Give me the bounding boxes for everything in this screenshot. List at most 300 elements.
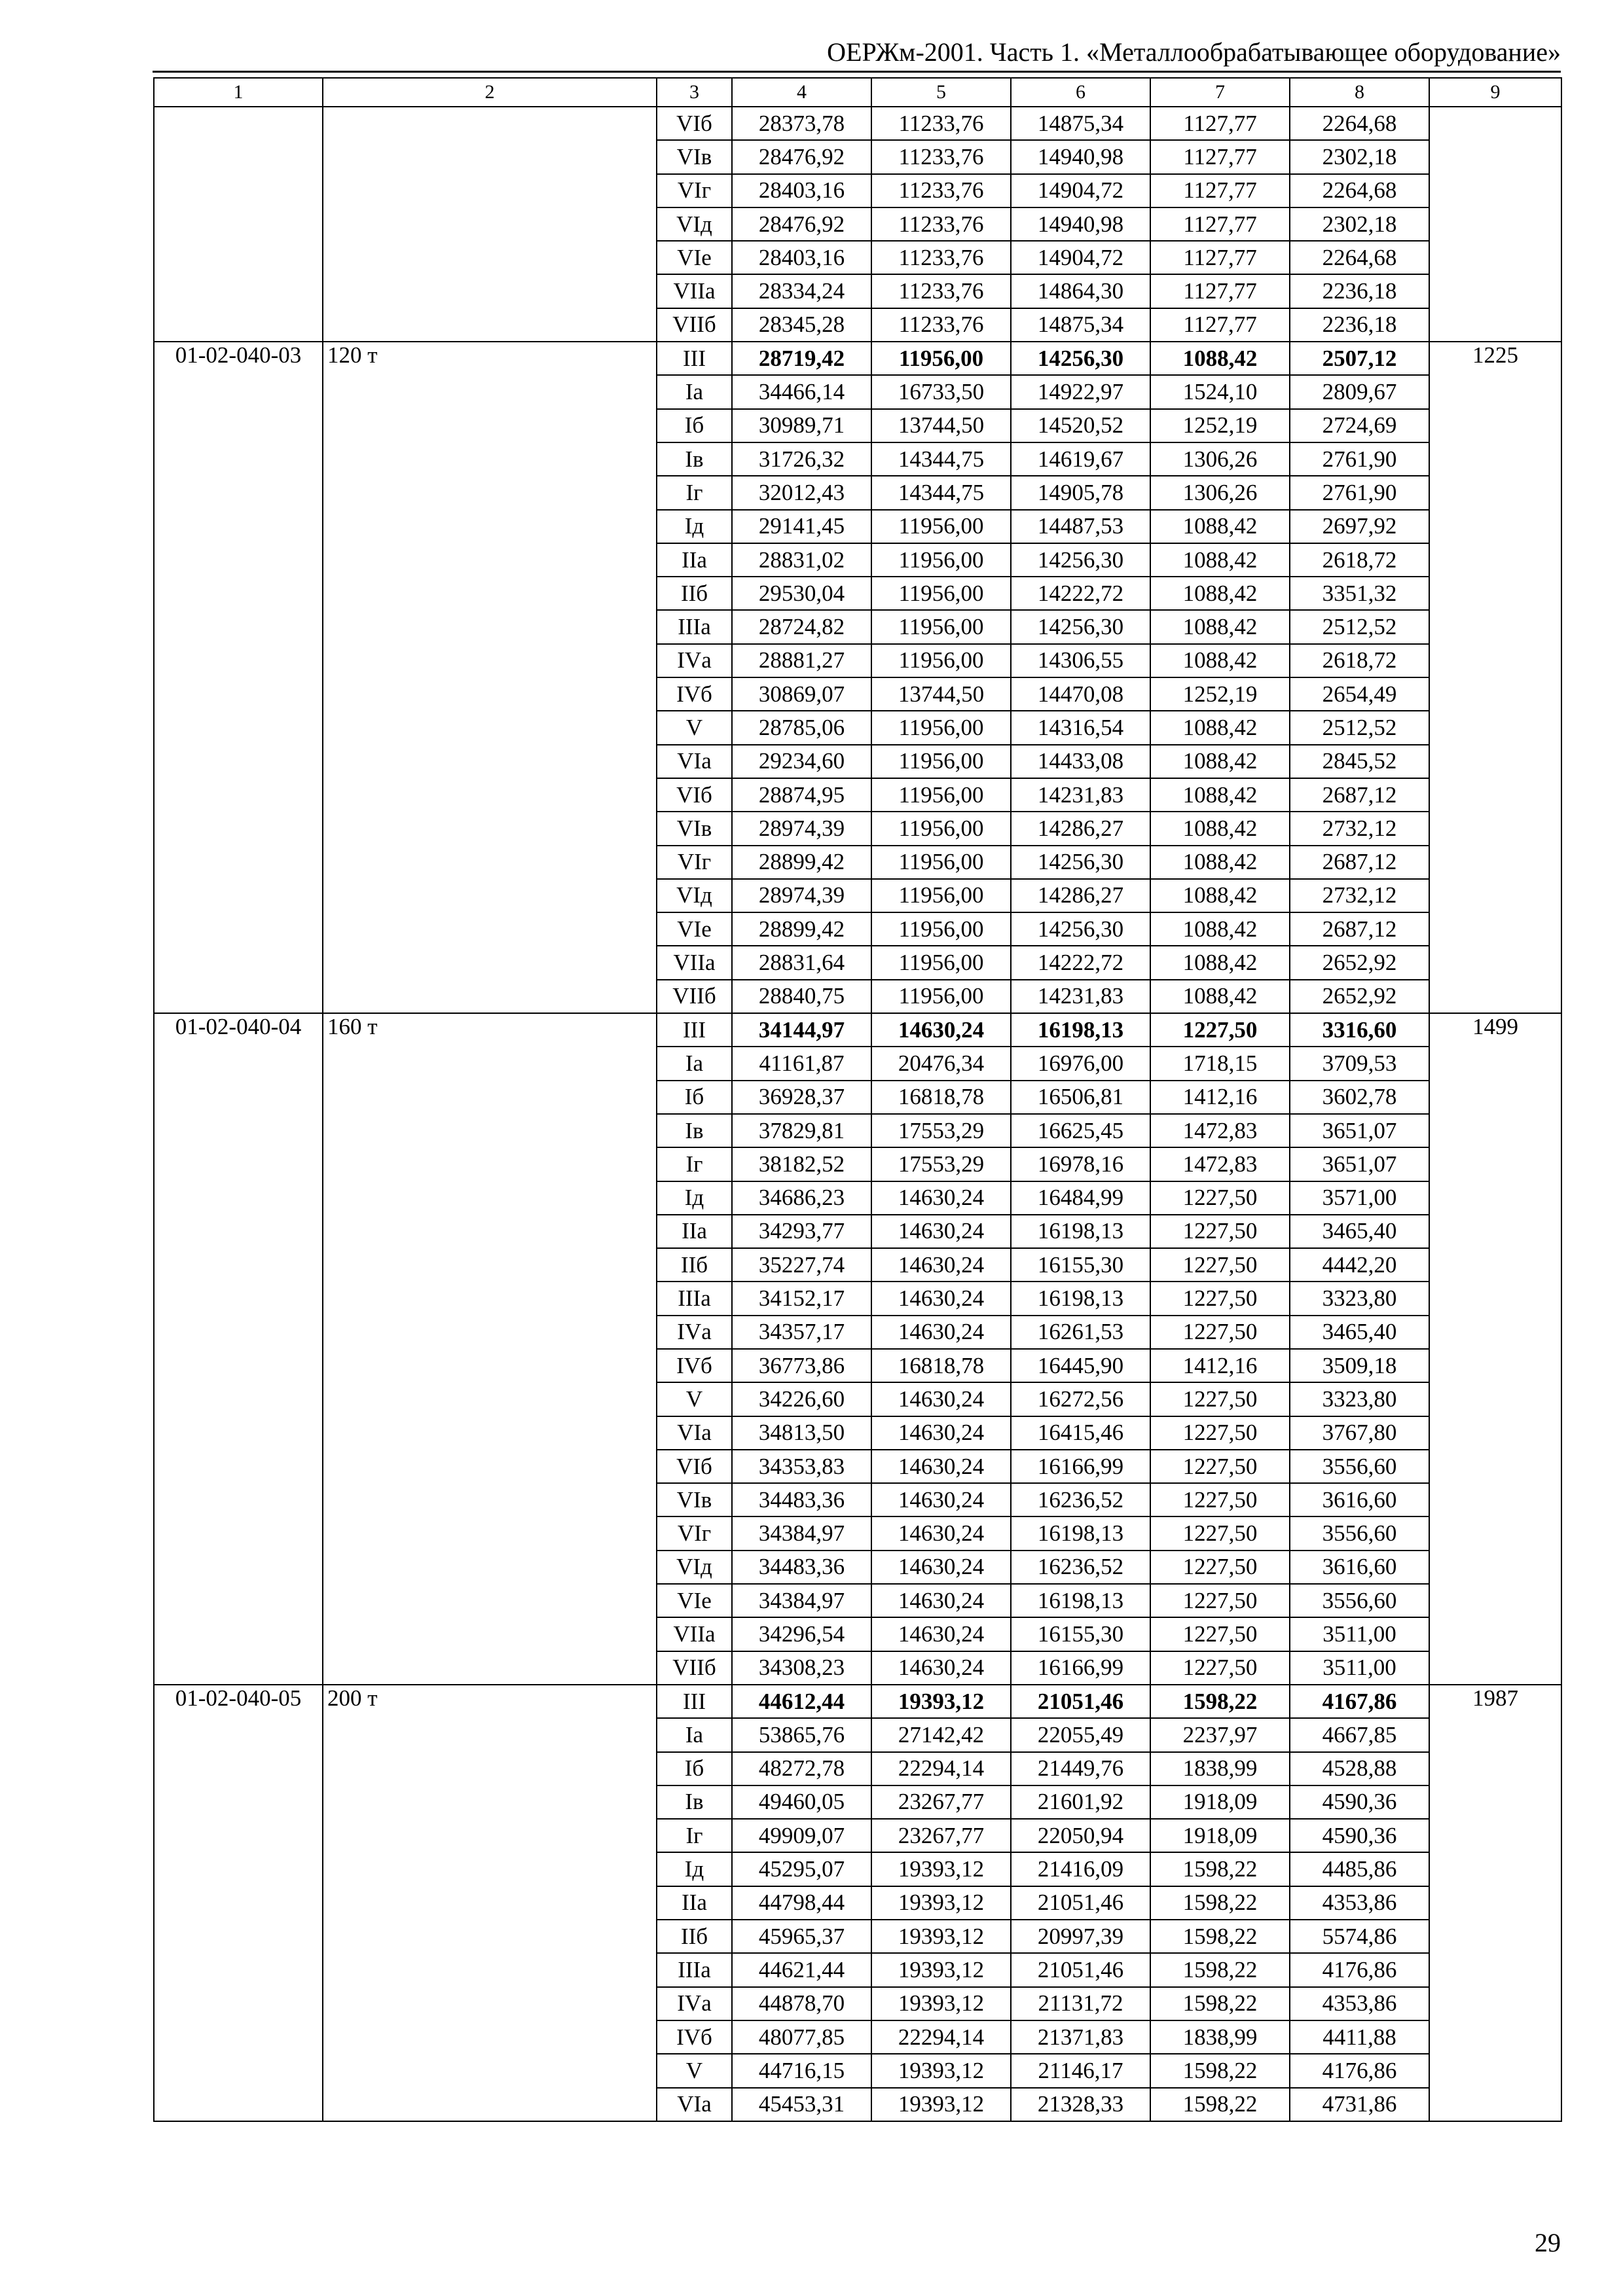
total-cost: 28785,06 [732,711,871,744]
total-cost: 44716,15 [732,2054,871,2087]
materials: 4353,86 [1290,1886,1429,1920]
total-cost: 31726,32 [732,442,871,476]
materials: 2654,49 [1290,677,1429,711]
materials: 2652,92 [1290,980,1429,1013]
region-code: IVа [657,644,732,677]
table-row [154,1685,1561,1718]
materials: 4176,86 [1290,1953,1429,1986]
total-cost: 34152,17 [732,1282,871,1315]
machine-costs: 16166,99 [1011,1450,1150,1483]
materials: 2724,69 [1290,409,1429,442]
total-cost: 37829,81 [732,1114,871,1147]
machinist-wages: 1227,50 [1150,1584,1290,1617]
wages: 22294,14 [871,1752,1011,1785]
region-code: Iг [657,1819,732,1852]
machine-costs: 14231,83 [1011,980,1150,1013]
item-code: 01-02-040-03 [154,342,323,1013]
machinist-wages: 1598,22 [1150,1852,1290,1886]
wages: 14630,24 [871,1617,1011,1651]
wages: 11956,00 [871,812,1011,845]
wages: 22294,14 [871,2020,1011,2054]
machinist-wages: 1472,83 [1150,1114,1290,1147]
wages: 14630,24 [871,1651,1011,1685]
machinist-wages: 1838,99 [1150,1752,1290,1785]
machine-costs: 16415,46 [1011,1416,1150,1450]
materials: 4485,86 [1290,1852,1429,1886]
item-code [154,107,323,342]
machinist-wages: 1227,50 [1150,1282,1290,1315]
machinist-wages: 1227,50 [1150,1013,1290,1047]
wages: 14630,24 [871,1584,1011,1617]
region-code: VIIа [657,274,732,308]
total-cost: 34296,54 [732,1617,871,1651]
machine-costs: 14875,34 [1011,107,1150,140]
materials: 3616,60 [1290,1551,1429,1584]
total-cost: 49460,05 [732,1785,871,1819]
machine-costs: 14256,30 [1011,846,1150,879]
wages: 19393,12 [871,1886,1011,1920]
wages: 14630,24 [871,1181,1011,1215]
region-code: VIа [657,2088,732,2121]
machine-costs: 22055,49 [1011,1718,1150,1751]
wages: 11233,76 [871,174,1011,207]
materials: 4731,86 [1290,2088,1429,2121]
region-code: IVб [657,2020,732,2054]
machine-costs: 14222,72 [1011,577,1150,610]
materials: 4528,88 [1290,1752,1429,1785]
materials: 4590,36 [1290,1819,1429,1852]
materials: 2236,18 [1290,274,1429,308]
machine-costs: 16272,56 [1011,1382,1150,1416]
region-code: VIе [657,241,732,274]
wages: 11956,00 [871,510,1011,543]
materials: 2264,68 [1290,174,1429,207]
machinist-wages: 1252,19 [1150,677,1290,711]
machine-costs: 16236,52 [1011,1483,1150,1516]
total-cost: 36928,37 [732,1081,871,1114]
total-cost: 28724,82 [732,610,871,643]
item-capacity [323,107,657,342]
region-code: VIIа [657,946,732,979]
machinist-wages: 1127,77 [1150,174,1290,207]
wages: 11233,76 [871,207,1011,241]
machine-costs: 16198,13 [1011,1013,1150,1047]
machinist-wages: 1598,22 [1150,2054,1290,2087]
machinist-wages: 1088,42 [1150,846,1290,879]
machine-costs: 14306,55 [1011,644,1150,677]
machine-costs: 14875,34 [1011,308,1150,342]
machine-costs: 14904,72 [1011,174,1150,207]
machinist-wages: 1088,42 [1150,745,1290,778]
machinist-wages: 1088,42 [1150,946,1290,979]
machinist-wages: 1127,77 [1150,140,1290,173]
region-code: Iб [657,1081,732,1114]
wages: 14630,24 [871,1450,1011,1483]
total-cost: 34308,23 [732,1651,871,1685]
total-cost: 44878,70 [732,1987,871,2020]
region-code: Iа [657,375,732,408]
total-cost: 34686,23 [732,1181,871,1215]
materials: 2761,90 [1290,442,1429,476]
materials: 2845,52 [1290,745,1429,778]
region-code: III [657,342,732,375]
column-number: 3 [657,78,732,107]
total-cost: 28476,92 [732,207,871,241]
materials: 3651,07 [1290,1147,1429,1181]
wages: 11233,76 [871,308,1011,342]
wages: 14344,75 [871,442,1011,476]
region-code: VIе [657,912,732,946]
total-cost: 28403,16 [732,174,871,207]
materials: 2687,12 [1290,846,1429,879]
region-code: Iа [657,1718,732,1751]
total-cost: 28974,39 [732,812,871,845]
column-number: 7 [1150,78,1290,107]
machine-costs: 21601,92 [1011,1785,1150,1819]
materials: 3556,60 [1290,1584,1429,1617]
machinist-wages: 1088,42 [1150,980,1290,1013]
wages: 11956,00 [871,543,1011,577]
materials: 3465,40 [1290,1316,1429,1349]
machinist-wages: 1598,22 [1150,1987,1290,2020]
machinist-wages: 1227,50 [1150,1450,1290,1483]
machine-costs: 21051,46 [1011,1953,1150,1986]
total-cost: 53865,76 [732,1718,871,1751]
wages: 19393,12 [871,2088,1011,2121]
machinist-wages: 1088,42 [1150,543,1290,577]
materials: 3767,80 [1290,1416,1429,1450]
materials: 3323,80 [1290,1282,1429,1315]
region-code: Iг [657,1147,732,1181]
header-rule [153,71,1561,73]
column-number: 6 [1011,78,1150,107]
materials: 2687,12 [1290,778,1429,812]
price-table [153,77,1562,2122]
region-code: IVб [657,1349,732,1382]
machinist-wages: 1088,42 [1150,577,1290,610]
machine-costs: 16198,13 [1011,1282,1150,1315]
table-row [154,342,1561,375]
total-cost: 48077,85 [732,2020,871,2054]
machine-costs: 14619,67 [1011,442,1150,476]
materials: 2687,12 [1290,912,1429,946]
wages: 11233,76 [871,107,1011,140]
machine-costs: 21051,46 [1011,1685,1150,1718]
machine-costs: 14470,08 [1011,677,1150,711]
item-code: 01-02-040-05 [154,1685,323,2121]
machine-costs: 16506,81 [1011,1081,1150,1114]
machinist-wages: 1127,77 [1150,107,1290,140]
total-cost: 28831,02 [732,543,871,577]
machinist-wages: 1227,50 [1150,1248,1290,1282]
column-number: 1 [154,78,323,107]
machinist-wages: 1088,42 [1150,644,1290,677]
region-code: VIе [657,1584,732,1617]
wages: 19393,12 [871,2054,1011,2087]
materials: 4176,86 [1290,2054,1429,2087]
region-code: VIIб [657,1651,732,1685]
total-cost: 29530,04 [732,577,871,610]
wages: 11956,00 [871,644,1011,677]
region-code: IVа [657,1987,732,2020]
machine-costs: 14256,30 [1011,610,1150,643]
machine-costs: 14222,72 [1011,946,1150,979]
region-code: IVа [657,1316,732,1349]
column-number: 5 [871,78,1011,107]
materials: 2618,72 [1290,644,1429,677]
machine-costs: 14286,27 [1011,812,1150,845]
materials: 4167,86 [1290,1685,1429,1718]
machine-costs: 14905,78 [1011,476,1150,509]
materials: 2302,18 [1290,140,1429,173]
wages: 11956,00 [871,980,1011,1013]
wages: 20476,34 [871,1047,1011,1080]
machinist-wages: 1227,50 [1150,1215,1290,1248]
total-cost: 28831,64 [732,946,871,979]
machinist-wages: 1227,50 [1150,1382,1290,1416]
materials: 3616,60 [1290,1483,1429,1516]
wages: 11233,76 [871,140,1011,173]
machine-costs: 16198,13 [1011,1584,1150,1617]
machine-costs: 14940,98 [1011,140,1150,173]
wages: 14630,24 [871,1013,1011,1047]
total-cost: 41161,87 [732,1047,871,1080]
region-code: VIа [657,745,732,778]
wages: 14630,24 [871,1282,1011,1315]
region-code: VIг [657,1516,732,1550]
region-code: IIа [657,1886,732,1920]
total-cost: 44612,44 [732,1685,871,1718]
region-code: IIб [657,577,732,610]
total-cost: 48272,78 [732,1752,871,1785]
machinist-wages: 1088,42 [1150,342,1290,375]
materials: 3556,60 [1290,1516,1429,1550]
total-cost: 30869,07 [732,677,871,711]
wages: 23267,77 [871,1819,1011,1852]
item-capacity: 160 т [323,1013,657,1685]
machinist-wages: 1306,26 [1150,442,1290,476]
wages: 11956,00 [871,610,1011,643]
machine-costs: 20997,39 [1011,1920,1150,1953]
materials: 3511,00 [1290,1617,1429,1651]
machine-costs: 16978,16 [1011,1147,1150,1181]
total-cost: 28881,27 [732,644,871,677]
machine-costs: 22050,94 [1011,1819,1150,1852]
machinist-wages: 1227,50 [1150,1181,1290,1215]
wages: 14630,24 [871,1551,1011,1584]
materials: 2264,68 [1290,107,1429,140]
page-number: 29 [1535,2228,1561,2257]
machine-costs: 16261,53 [1011,1316,1150,1349]
machinist-wages: 1598,22 [1150,2088,1290,2121]
materials: 2302,18 [1290,207,1429,241]
wages: 11956,00 [871,778,1011,812]
machinist-wages: 1088,42 [1150,510,1290,543]
region-code: IIIа [657,1953,732,1986]
materials: 3571,00 [1290,1181,1429,1215]
machinist-wages: 1918,09 [1150,1785,1290,1819]
total-cost: 34353,83 [732,1450,871,1483]
region-code: VIв [657,140,732,173]
materials: 4667,85 [1290,1718,1429,1751]
machinist-wages: 1252,19 [1150,409,1290,442]
total-cost: 30989,71 [732,409,871,442]
wages: 14630,24 [871,1416,1011,1450]
wages: 23267,77 [871,1785,1011,1819]
total-cost: 34483,36 [732,1483,871,1516]
machine-costs: 16976,00 [1011,1047,1150,1080]
table-body [154,78,1561,2121]
region-code: VIд [657,1551,732,1584]
machine-costs: 14487,53 [1011,510,1150,543]
column-number: 2 [323,78,657,107]
total-cost: 28403,16 [732,241,871,274]
labor-hours [1429,107,1561,342]
machinist-wages: 1598,22 [1150,1886,1290,1920]
wages: 14630,24 [871,1248,1011,1282]
machine-costs: 16198,13 [1011,1516,1150,1550]
region-code: IIа [657,1215,732,1248]
total-cost: 32012,43 [732,476,871,509]
materials: 4353,86 [1290,1987,1429,2020]
machine-costs: 14922,97 [1011,375,1150,408]
machinist-wages: 1227,50 [1150,1316,1290,1349]
total-cost: 29141,45 [732,510,871,543]
region-code: VIа [657,1416,732,1450]
total-cost: 28874,95 [732,778,871,812]
materials: 2761,90 [1290,476,1429,509]
region-code: IIб [657,1920,732,1953]
region-code: VIб [657,1450,732,1483]
total-cost: 34293,77 [732,1215,871,1248]
machinist-wages: 1088,42 [1150,778,1290,812]
total-cost: 28899,42 [732,846,871,879]
column-number-row [154,78,1561,107]
total-cost: 28476,92 [732,140,871,173]
region-code: IIIа [657,610,732,643]
wages: 11956,00 [871,711,1011,744]
region-code: VIIа [657,1617,732,1651]
total-cost: 49909,07 [732,1819,871,1852]
machine-costs: 21131,72 [1011,1987,1150,2020]
materials: 2512,52 [1290,610,1429,643]
materials: 3465,40 [1290,1215,1429,1248]
machinist-wages: 1127,77 [1150,207,1290,241]
wages: 11956,00 [871,342,1011,375]
column-number: 9 [1429,78,1561,107]
wages: 16818,78 [871,1349,1011,1382]
wages: 14630,24 [871,1316,1011,1349]
wages: 14630,24 [871,1215,1011,1248]
wages: 11233,76 [871,241,1011,274]
wages: 19393,12 [871,1920,1011,1953]
total-cost: 44798,44 [732,1886,871,1920]
region-code: V [657,1382,732,1416]
materials: 5574,86 [1290,1920,1429,1953]
materials: 2264,68 [1290,241,1429,274]
total-cost: 28974,39 [732,879,871,912]
machinist-wages: 1127,77 [1150,241,1290,274]
region-code: IVб [657,677,732,711]
region-code: VIв [657,812,732,845]
machinist-wages: 1524,10 [1150,375,1290,408]
wages: 16818,78 [871,1081,1011,1114]
wages: 19393,12 [871,1953,1011,1986]
wages: 11956,00 [871,879,1011,912]
region-code: Iб [657,1752,732,1785]
total-cost: 35227,74 [732,1248,871,1282]
total-cost: 34483,36 [732,1551,871,1584]
wages: 19393,12 [871,1685,1011,1718]
total-cost: 44621,44 [732,1953,871,1986]
region-code: IIIа [657,1282,732,1315]
materials: 2697,92 [1290,510,1429,543]
region-code: IIа [657,543,732,577]
labor-hours: 1225 [1429,342,1561,1013]
total-cost: 38182,52 [732,1147,871,1181]
machine-costs: 14904,72 [1011,241,1150,274]
wages: 14344,75 [871,476,1011,509]
materials: 4590,36 [1290,1785,1429,1819]
column-number: 8 [1290,78,1429,107]
machinist-wages: 1472,83 [1150,1147,1290,1181]
machine-costs: 21051,46 [1011,1886,1150,1920]
materials: 2512,52 [1290,711,1429,744]
wages: 13744,50 [871,409,1011,442]
wages: 11956,00 [871,846,1011,879]
machine-costs: 14316,54 [1011,711,1150,744]
total-cost: 45295,07 [732,1852,871,1886]
machine-costs: 16484,99 [1011,1181,1150,1215]
labor-hours: 1499 [1429,1013,1561,1685]
wages: 11956,00 [871,912,1011,946]
region-code: Iб [657,409,732,442]
wages: 11956,00 [871,946,1011,979]
materials: 4442,20 [1290,1248,1429,1282]
total-cost: 34813,50 [732,1416,871,1450]
region-code: III [657,1013,732,1047]
wages: 17553,29 [871,1147,1011,1181]
machinist-wages: 1838,99 [1150,2020,1290,2054]
materials: 3509,18 [1290,1349,1429,1382]
machinist-wages: 1088,42 [1150,711,1290,744]
total-cost: 28899,42 [732,912,871,946]
machinist-wages: 1088,42 [1150,912,1290,946]
wages: 17553,29 [871,1114,1011,1147]
machinist-wages: 1088,42 [1150,879,1290,912]
machine-costs: 14433,08 [1011,745,1150,778]
wages: 11956,00 [871,745,1011,778]
materials: 3556,60 [1290,1450,1429,1483]
machine-costs: 16625,45 [1011,1114,1150,1147]
machine-costs: 16166,99 [1011,1651,1150,1685]
wages: 14630,24 [871,1382,1011,1416]
column-number: 4 [732,78,871,107]
materials: 3323,80 [1290,1382,1429,1416]
region-code: VIб [657,778,732,812]
machinist-wages: 1227,50 [1150,1651,1290,1685]
machinist-wages: 1306,26 [1150,476,1290,509]
materials: 3351,32 [1290,577,1429,610]
machine-costs: 21328,33 [1011,2088,1150,2121]
region-code: VIв [657,1483,732,1516]
machinist-wages: 1227,50 [1150,1551,1290,1584]
machine-costs: 16155,30 [1011,1248,1150,1282]
machine-costs: 14864,30 [1011,274,1150,308]
item-code: 01-02-040-04 [154,1013,323,1685]
machine-costs: 14520,52 [1011,409,1150,442]
region-code: VIб [657,107,732,140]
